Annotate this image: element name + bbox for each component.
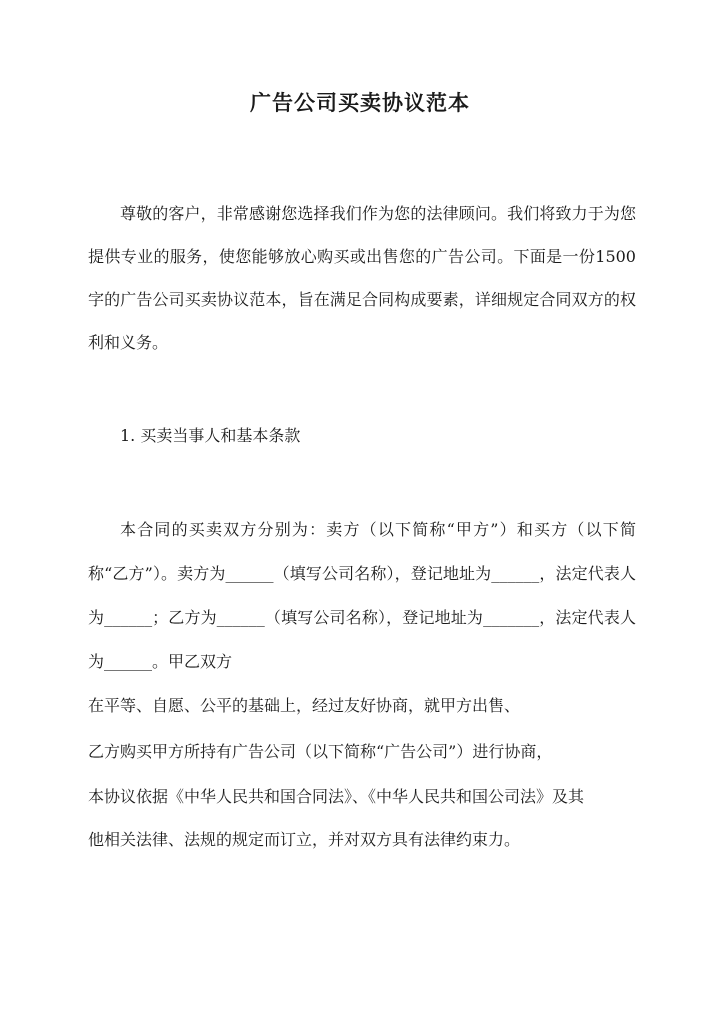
clause-paragraph: 本合同的买卖双方分别为：卖方（以下简称“甲方”）和买方（以下简称“乙方”）。卖方为______（填写公司名称），登记地址为______，法定代表人为______；乙方为______（填写公司名称），登记地址为_______，法定代表人为______。甲乙双方 — [88, 520, 636, 671]
clause-line: 在平等、自愿、公平的基础上，经过友好协商，就甲方出售、 — [88, 696, 521, 715]
clause-line: 他相关法律、法规的规定而订立，并对双方具有法律约束力。 — [88, 830, 521, 849]
document-title: 广告公司买卖协议范本 — [250, 90, 470, 115]
intro-paragraph: 尊敬的客户，非常感谢您选择我们作为您的法律顾问。我们将致力于为您提供专业的服务，使您能够放心购买或出售您的广告公司。下面是一份1500字的广告公司买卖协议范本，旨在满足合同构成要素，详细规定合同双方的权利和义务。 — [88, 204, 636, 352]
clause-line: 乙方购买甲方所持有广告公司（以下简称“广告公司”）进行协商， — [88, 742, 553, 761]
section-heading: 1. 买卖当事人和基本条款 — [120, 426, 301, 445]
clause-line: 本协议依据《中华人民共和国合同法》、《中华人民共和国公司法》及其 — [88, 787, 585, 806]
